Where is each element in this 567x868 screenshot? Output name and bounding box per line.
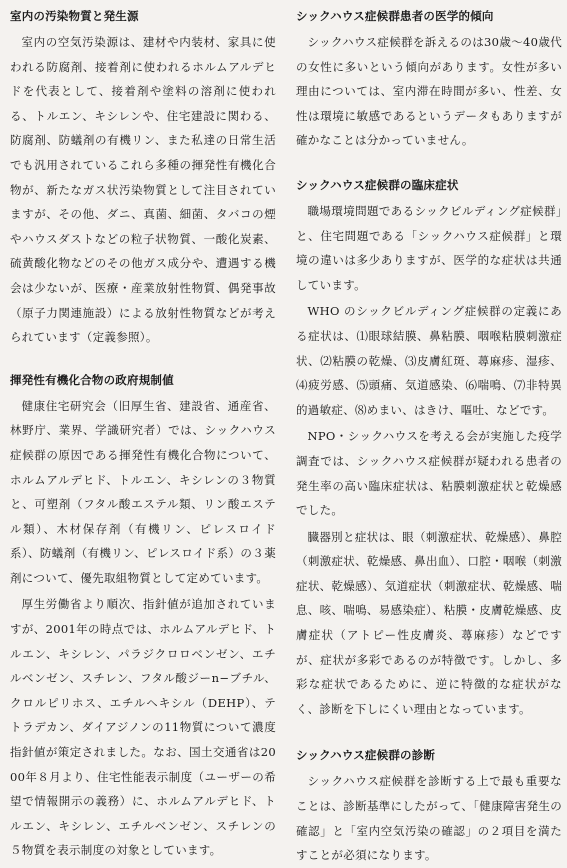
right-column (296, 8, 562, 868)
section-heading: 揮発性有機化合物の政府規制値 (10, 372, 174, 387)
paragraph: 臓器別と症状は、眼（刺激症状、乾燥感）、鼻腔（刺激症状、乾燥感、鼻出血）、口腔・咽喉（刺激症状、乾燥感）、気道症状（刺激症状、乾燥感、喘息、咳、喘鳴、易感染症）、粘膜・皮膚乾燥感、皮膚症状（アトピー性皮膚炎、蕁麻疹）などですが、症状が多彩であるのが特徴です。しかし、多彩な症状であるために、逆に特徴的な症状がなく、診断を下しにくい理由となっています。 (296, 529, 562, 716)
section-heading: シックハウス症候群の臨床症状 (296, 177, 459, 192)
section-spacer (296, 721, 562, 747)
section-heading: 室内の汚染物質と発生源 (10, 9, 139, 23)
section-medical-trends (296, 8, 562, 153)
paragraph: シックハウス症候群を診断する上で最も重要なことは、診断基準にしたがって、「健康障害発生の確認」と「室内空気汚染の確認」の２項目を満たすことが必須になります。 (296, 774, 562, 863)
paragraph: 職場環境問題であるシックビルディング症候群」と、住宅問題である「シックハウス症候群」と環境の違いは多少ありますが、医学的な症状は共通しています。 (296, 203, 562, 292)
section-spacer (10, 350, 276, 372)
section-heading: シックハウス症候群の診断 (296, 748, 436, 763)
section-diagnosis (296, 747, 562, 867)
section-indoor-pollutants (10, 8, 276, 350)
section-government-regulations (10, 372, 276, 863)
paragraph: WHO のシックビルディング症候群の定義にある症状は、⑴眼球結膜、鼻粘膜、咽喉粘膜刺激症状、⑵粘膜の乾燥、⑶皮膚紅斑、蕁麻疹、湿疹、⑷疲労感、⑸頭痛、気道感染、⑹喘鳴、⑺非特異的過敏症、⑻めまい、はきけ、嘔吐、などです。 (296, 304, 562, 417)
paragraph: シックハウス症候群を訴えるのは30歳〜40歳代の女性に多いという傾向があります。女性が多い理由については、室内滞在時間が多い、性差、女性は環境に敏感であるというデータもありますが確かなことは分かっていません。 (296, 35, 562, 148)
paragraph: NPO・シックハウスを考える会が実施した疫学調査では、シックハウス症候群が疑われる患者の発生率の高い臨床症状は、粘膜刺激症状と乾燥感でした。 (296, 429, 562, 518)
section-heading: シックハウス症候群患者の医学的傾向 (296, 9, 494, 23)
paragraph: 健康住宅研究会（旧厚生省、建設省、通産省、林野庁、業界、学識研究者）では、シックハウス症候群の原因である揮発性有機化合物について、ホルムアルデヒド、トルエン、キシレンの３物質と、可塑剤（フタル酸エステル類、リン酸エステル類）、木材保存剤（有機リン、ピレスロイド系）、防蟻剤（有機リン、ピレスロイド系）の３薬剤について、優先取組物質として定めています。 (10, 398, 276, 585)
section-clinical-symptoms (296, 177, 562, 721)
paragraph: 室内の空気汚染源は、建材や内装材、家具に使われる防腐剤、接着剤に使われるホルムアルデヒドを代表として、接着剤や塗料の溶剤に使われる、トルエン、キシレンや、住宅建設に関わる、防腐剤、防蟻剤の有機リン、また私達の日常生活でも汎用されているこれら多種の揮発性有機化合物が、新たなガス状汚染物質として注目されていますが、その他、ダニ、真菌、細菌、タバコの煙やハウスダストなどの粒子状物質、一酸化炭素、硫黄酸化物などのその他ガス成分や、遭遇する機会は少ないが、医療・産業放射性物質、偶発事故（原子力関連施設）による放射性物質などが考えられています（定義参照）。 (10, 35, 276, 345)
left-column (10, 8, 276, 863)
section-spacer (296, 153, 562, 177)
paragraph: 厚生労働省より順次、指針値が追加されていますが、2001年の時点では、ホルムアルデヒド、トルエン、キシレン、パラジクロロベンゼン、エチルベンゼン、スチレン、フタル酸ジーn−ブチル、クロルピリホス、エチルヘキシル（DEHP）、テトラデカン、ダイアジノンの11物質について濃度指針値が策定されました。なお、国土交通省は2000年８月より、住宅性能表示制度（ユーザーの希望で情報開示の義務）に、ホルムアルデヒド、トルエン、キシレン、エチルベンゼン、スチレンの５物質を表示制度の対象としています。 (10, 597, 276, 858)
